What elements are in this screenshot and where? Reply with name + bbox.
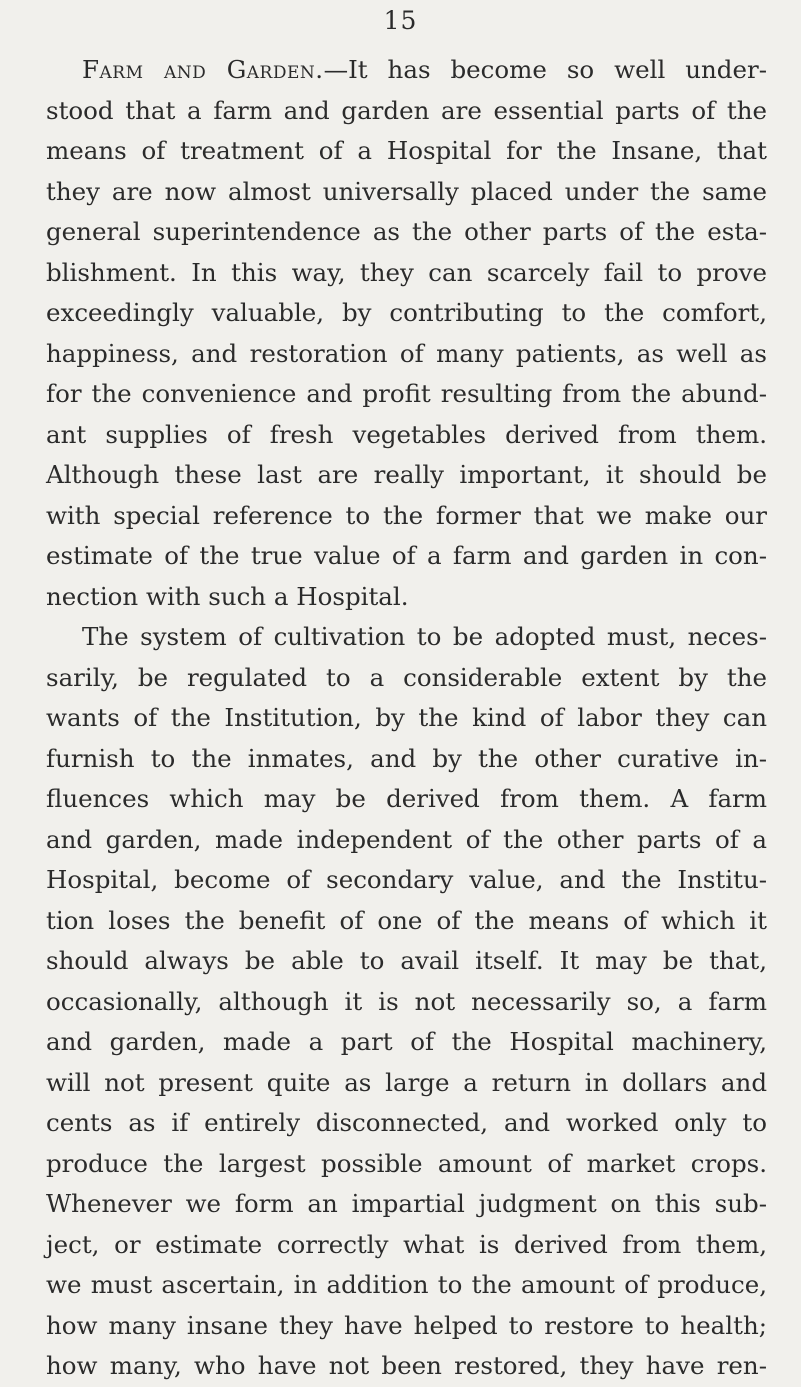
text-line-25: and garden, made a part of the Hospital machinery, bbox=[46, 1027, 767, 1056]
text-line-31: we must ascertain, in addition to the amount of produce, bbox=[46, 1270, 767, 1299]
body-text bbox=[46, 50, 767, 1387]
text-line-22: tion loses the benefit of one of the means of which it bbox=[46, 905, 767, 935]
text-line-19: fluences which may be derived from them. A farm bbox=[46, 784, 767, 813]
text-line-24: occasionally, although it is not necessarily so, a farm bbox=[46, 986, 767, 1016]
text-line-3: means of treatment of a Hospital for the Insane, that bbox=[46, 136, 767, 165]
text-line-13: estimate of the true value of a farm and garden in con- bbox=[46, 541, 767, 570]
text-line-1 bbox=[46, 50, 767, 91]
text-line-29: Whenever we form an impartial judgment on this sub- bbox=[46, 1189, 767, 1218]
text-line-23: should always be able to avail itself. It may be that, bbox=[46, 946, 767, 975]
text-line-33: how many, who have not been restored, they have ren- bbox=[46, 1351, 767, 1380]
text-line-12: with special reference to the former that we make our bbox=[46, 500, 767, 530]
text-line-15: The system of cultivation to be adopted must, neces- bbox=[82, 622, 767, 651]
text-line-8: happiness, and restoration of many patients, as well as bbox=[46, 338, 767, 368]
text-line-26: will not present quite as large a return in dollars and bbox=[46, 1067, 767, 1097]
text-line-20: and garden, made independent of the other parts of a bbox=[46, 824, 767, 854]
text-line-14: nection with such a Hospital. bbox=[46, 581, 409, 611]
text-line-9: for the convenience and profit resulting from the abund- bbox=[46, 379, 767, 408]
text-line-32: how many insane they have helped to restore to health; bbox=[46, 1310, 767, 1340]
text-line-30: ject, or estimate correctly what is derived from them, bbox=[46, 1229, 767, 1259]
text-line-6: blishment. In this way, they can scarcely fail to prove bbox=[46, 257, 767, 287]
text-line-11: Although these last are really important, it should be bbox=[46, 460, 767, 489]
text-line-27: cents as if entirely disconnected, and worked only to bbox=[46, 1108, 767, 1137]
text-line-1-rest: —It has become so well under- bbox=[323, 55, 767, 84]
text-line-10: ant supplies of fresh vegetables derived from them. bbox=[46, 419, 767, 449]
text-line-28: produce the largest possible amount of market crops. bbox=[46, 1148, 767, 1178]
section-heading: Farm and Garden. bbox=[82, 55, 324, 84]
page-number: 15 bbox=[383, 6, 418, 35]
text-line-4: they are now almost universally placed under the same bbox=[46, 176, 767, 206]
text-line-18: furnish to the inmates, and by the other curative in- bbox=[46, 743, 767, 773]
text-line-5: general superintendence as the other parts of the esta- bbox=[46, 217, 767, 246]
text-line-7: exceedingly valuable, by contributing to the comfort, bbox=[46, 298, 767, 327]
text-line-17: wants of the Institution, by the kind of labor they can bbox=[46, 703, 767, 732]
text-line-16: sarily, be regulated to a considerable extent by the bbox=[46, 662, 767, 692]
text-line-2: stood that a farm and garden are essential parts of the bbox=[46, 95, 767, 125]
text-line-21: Hospital, become of secondary value, and the Institu- bbox=[46, 865, 767, 894]
